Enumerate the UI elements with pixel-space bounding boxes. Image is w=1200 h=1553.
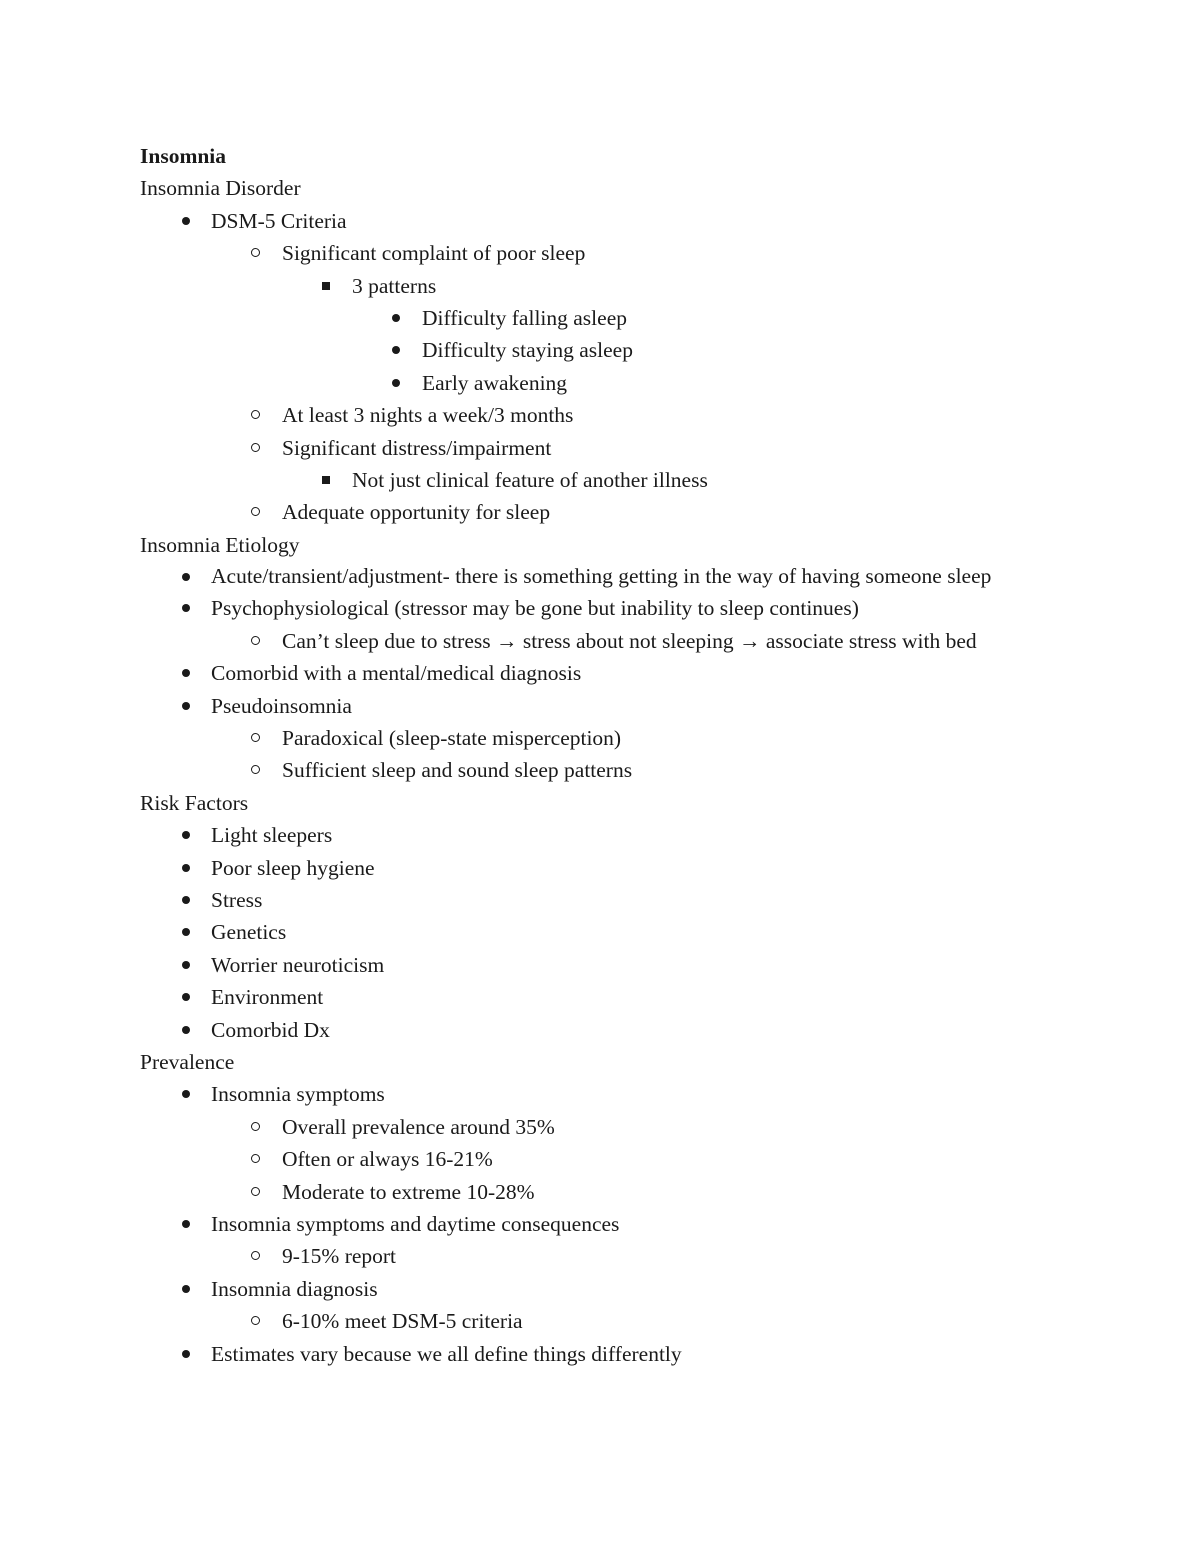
list-item: Comorbid with a mental/medical diagnosis — [211, 661, 582, 686]
list-item: Acute/transient/adjustment- there is something getting in the way of having someone sleep — [211, 564, 992, 589]
list-item: Pseudoinsomnia — [211, 693, 352, 718]
list-item: DSM-5 Criteria — [211, 208, 347, 233]
section-heading-etiology: Insomnia Etiology — [140, 532, 300, 557]
list-item: Poor sleep hygiene — [211, 855, 375, 880]
list-item: Estimates vary because we all define things differently — [211, 1341, 682, 1366]
list-item: Significant complaint of poor sleep — [282, 241, 586, 266]
list-item: Environment — [211, 985, 324, 1010]
list-item: Insomnia symptoms — [211, 1082, 385, 1107]
list-item: Paradoxical (sleep-state misperception) — [282, 725, 622, 750]
list-item: 9-15% report — [282, 1244, 397, 1269]
list-item: Difficulty staying asleep — [422, 338, 633, 363]
list-item: Light sleepers — [211, 823, 333, 848]
list-item: Moderate to extreme 10-28% — [282, 1179, 535, 1204]
list-item: Difficulty falling asleep — [422, 306, 627, 331]
list-item: 3 patterns — [352, 273, 437, 298]
list-item: Comorbid Dx — [211, 1017, 330, 1042]
list-item: Early awakening — [422, 370, 568, 395]
list-item: Worrier neuroticism — [211, 952, 385, 977]
list-item: Not just clinical feature of another illness — [352, 468, 708, 493]
list-item: 6-10% meet DSM-5 criteria — [282, 1309, 523, 1334]
list-item: Often or always 16-21% — [282, 1147, 493, 1172]
list-item: Insomnia diagnosis — [211, 1276, 378, 1301]
list-item: Overall prevalence around 35% — [282, 1114, 555, 1139]
list-item: Genetics — [211, 920, 287, 945]
section-heading-disorder: Insomnia Disorder — [140, 176, 301, 201]
list-item: Can’t sleep due to stress → stress about not sleeping → associate stress with bed — [282, 628, 977, 653]
list-item: Sufficient sleep and sound sleep patterns — [282, 758, 633, 783]
list-item: Stress — [211, 887, 263, 912]
list-item: Adequate opportunity for sleep — [282, 500, 551, 525]
section-heading-prevalence: Prevalence — [140, 1049, 235, 1074]
document-page — [140, 140, 1060, 1370]
page-title: Insomnia — [140, 144, 227, 168]
list-item: Psychophysiological (stressor may be gone but inability to sleep continues) — [211, 596, 859, 621]
section-heading-risk: Risk Factors — [140, 790, 249, 815]
list-item: Significant distress/impairment — [282, 435, 552, 460]
list-item: Insomnia symptoms and daytime consequences — [211, 1212, 620, 1236]
list-item: At least 3 nights a week/3 months — [282, 403, 574, 428]
